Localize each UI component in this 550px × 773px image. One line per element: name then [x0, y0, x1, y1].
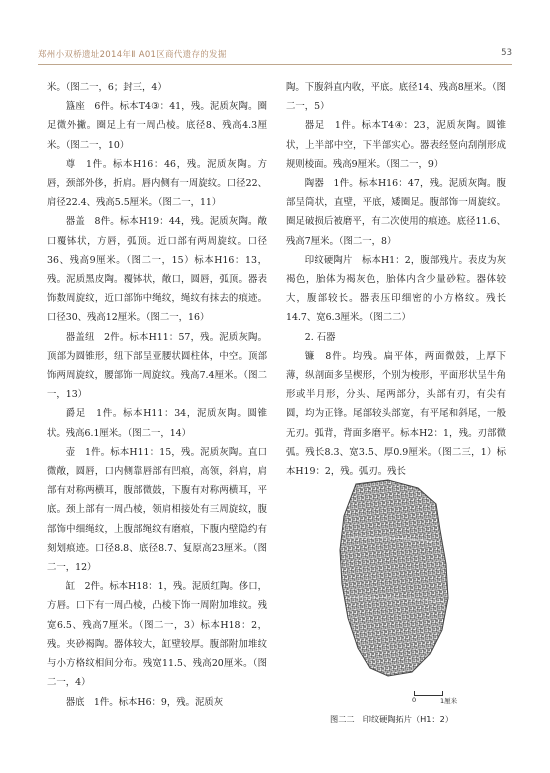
- pottery-rubbing-image: [318, 478, 468, 678]
- page-number: 53: [501, 48, 512, 58]
- scale-bar: [412, 686, 472, 706]
- paragraph: 缸 2件。标本H18：1，残。泥质红陶。侈口，方唇。口下有一周凸棱，凸棱下饰一周附加堆纹。残宽6.5、残高7厘米。（图二一，3）标本H18：2，残。夹砂褐陶。器体较大，缸壁较厚。腹部附加堆纹与小方格纹相间分布。残宽11.5、残高20厘米。（图二一，4）: [47, 581, 267, 689]
- paragraph: 米。（图二一，6；封三，4）: [47, 82, 167, 93]
- paragraph: 壶 1件。标本H11：15，残。泥质灰陶。直口微敞，圆唇，口内侧靠唇部有凹痕，高领，斜肩，肩部有对称两横耳，腹部微鼓，下腹有对称两横耳，平底。颈上部有一周凸棱，领肩相接处有三周旋纹，腹部饰中细绳纹，上腹部绳纹有磨痕，下腹内壁隐约有刻划痕迹。口径8.8、底径8.7、复原高23厘米。（图二一，12）: [47, 446, 267, 574]
- figure-caption: 图二二 印纹硬陶拓片（H1：2）: [330, 714, 454, 724]
- paragraph: 器足 1件。标本T4④：23，泥质灰陶。圆锥状，上半部中空，下半部实心。器表经竖向刮削形成规则棱面。残高9厘米。（图二一，9）: [286, 120, 506, 170]
- paragraph: 印纹硬陶片 标本H1：2，腹部残片。表皮为灰褐色，胎体为褐灰色，胎体内含少量砂粒。器体较大，腹部较长。器表压印细密的小方格纹。残长14.7、宽6.3厘米。（图二二）: [286, 254, 506, 324]
- running-title: 郑州小双桥遗址2014年Ⅱ A01区商代遗存的发掘: [38, 50, 227, 60]
- paragraph: 2. 石器: [304, 331, 336, 343]
- scale-unit-label: 1厘米: [440, 697, 458, 705]
- paragraph: 镰 8件。均残。扁平体，两面微鼓，上厚下薄，纵剖面多呈楔形，个别为梭形，平面形状呈牛角形或半月形，分头、尾两部分，头部有刃，有尖有圆，均为正锋。尾部较头部宽，有平尾和斜尾，一般无刃。弧背，背面多磨平。标本H2：1，残。刃部微弧。残长8.3、宽3.5、厚0.9厘米。（图二三，1）标本H19：2，残。弧刃。残长: [286, 350, 506, 478]
- paragraph: 器盖 8件。标本H19：44，残。泥质灰陶。敞口覆钵状，方唇，弧顶。近口部有两周旋纹。口径36、残高9厘米。（图二一，15）标本H16：13，残。泥质黑皮陶。覆钵状，敞口，圆唇，弧顶。器表饰数周旋纹，近口部饰中绳纹，绳纹有抹去的痕迹。口径30、残高12厘米。（图二一，16）: [47, 216, 267, 324]
- header-rule: [38, 64, 512, 65]
- paragraph: 爵足 1件。标本H11：34，泥质灰陶。圆锥状。残高6.1厘米。（图二一，14）: [47, 408, 267, 439]
- left-text-column: [47, 78, 267, 712]
- paragraph: 陶器 1件。标本H16：47，残。泥质灰陶。腹部呈筒状，直壁，平底，矮圈足。腹部饰一周旋纹。圈足破损后被磨平，有二次使用的痕迹。底径11.6、残高7厘米。（图二一，8）: [286, 178, 506, 247]
- paragraph: 器盖纽 2件。标本H11：57，残。泥质灰陶。顶部为圆锥形，纽下部呈亚腰状圆柱体，中空。顶部饰两周旋纹，腰部饰一周旋纹。残高7.4厘米。（图二一，13）: [47, 331, 267, 401]
- paragraph: 尊 1件。标本H16：46，残。泥质灰陶。方唇，颈部外侈，折肩。唇内侧有一周旋纹。口径22、肩径22.4、残高5.5厘米。（图二一，11）: [47, 158, 267, 209]
- paragraph: 簋座 6件。标本T4③：41，残。泥质灰陶。圈足微外撇。圈足上有一周凸棱。底径8、残高4.3厘米。（图二一，10）: [47, 101, 267, 151]
- paragraph: 器底 1件。标本H6：9，残。泥质灰: [65, 696, 224, 708]
- figure-22: [300, 470, 510, 770]
- right-text-column: [286, 78, 506, 481]
- paragraph: 陶。下腹斜直内收，平底。底径14、残高8厘米。（图二一，5）: [286, 82, 506, 113]
- running-header: [38, 48, 512, 64]
- scale-zero-label: 0: [412, 696, 417, 704]
